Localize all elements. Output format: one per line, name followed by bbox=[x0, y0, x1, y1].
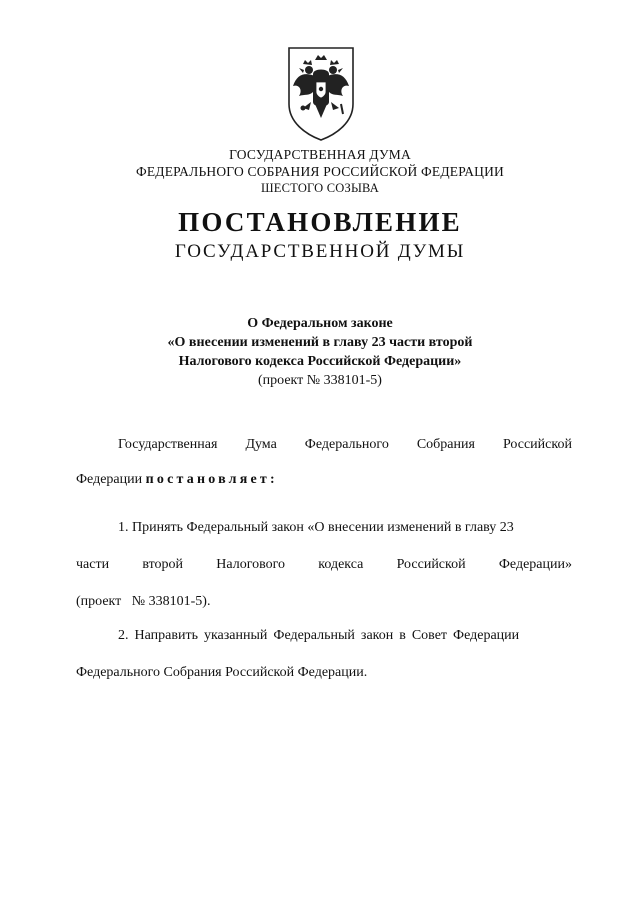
state-emblem bbox=[285, 46, 357, 142]
item-1-word: второй bbox=[142, 557, 184, 572]
preamble-line-1 bbox=[76, 436, 572, 454]
preamble-word: Собрания bbox=[416, 437, 475, 452]
subject-line-1: О Федеральном законе bbox=[247, 316, 393, 331]
item-1-project-number: (проект № 338101-5). bbox=[76, 594, 211, 609]
item-1-word: Российской bbox=[396, 557, 466, 572]
item-2-line-1 bbox=[76, 627, 572, 645]
preamble-line-2 bbox=[76, 471, 572, 489]
item-2-text: 2. Направить указанный Федеральный закон в Совет Федерации bbox=[118, 628, 520, 643]
preamble-word: Российской bbox=[502, 437, 572, 452]
document-subject bbox=[0, 314, 640, 390]
header-line-convocation: ШЕСТОГО СОЗЫВА bbox=[260, 181, 380, 195]
preamble-word: Государственная bbox=[118, 437, 218, 452]
item-1-text: 1. Принять Федеральный закон «О внесении изменений в главу 23 bbox=[118, 520, 514, 535]
double-headed-eagle-icon bbox=[285, 46, 357, 142]
issuer-header bbox=[0, 146, 640, 197]
item-1-word: части bbox=[76, 557, 110, 572]
preamble-federation: Федерации bbox=[76, 472, 146, 487]
item-1-line-1 bbox=[76, 519, 572, 537]
item-1-word: кодекса bbox=[318, 557, 364, 572]
subject-line-3: Налогового кодекса Российской Федерации» bbox=[178, 354, 462, 369]
item-2-line-2: Федерального Собрания Российской Федерации. bbox=[76, 665, 368, 680]
preamble-word: Дума bbox=[245, 437, 277, 452]
document-type-title: ПОСТАНОВЛЕНИЕ bbox=[178, 207, 462, 237]
item-1-word: Федерации» bbox=[498, 557, 572, 572]
subject-project-number: (проект № 338101-5) bbox=[258, 373, 382, 388]
preamble-word: Федерального bbox=[304, 437, 389, 452]
header-line-assembly: ФЕДЕРАЛЬНОГО СОБРАНИЯ РОССИЙСКОЙ ФЕДЕРАЦИИ bbox=[136, 164, 504, 179]
subject-line-2: «О внесении изменений в главу 23 части второй bbox=[167, 335, 473, 350]
resolves-keyword: постановляет: bbox=[145, 472, 278, 487]
item-1-line-2 bbox=[76, 556, 572, 574]
item-1-word: Налогового bbox=[216, 557, 286, 572]
document-type-subtitle: ГОСУДАРСТВЕННОЙ ДУМЫ bbox=[174, 241, 466, 262]
header-line-duma: ГОСУДАРСТВЕННАЯ ДУМА bbox=[229, 147, 411, 162]
